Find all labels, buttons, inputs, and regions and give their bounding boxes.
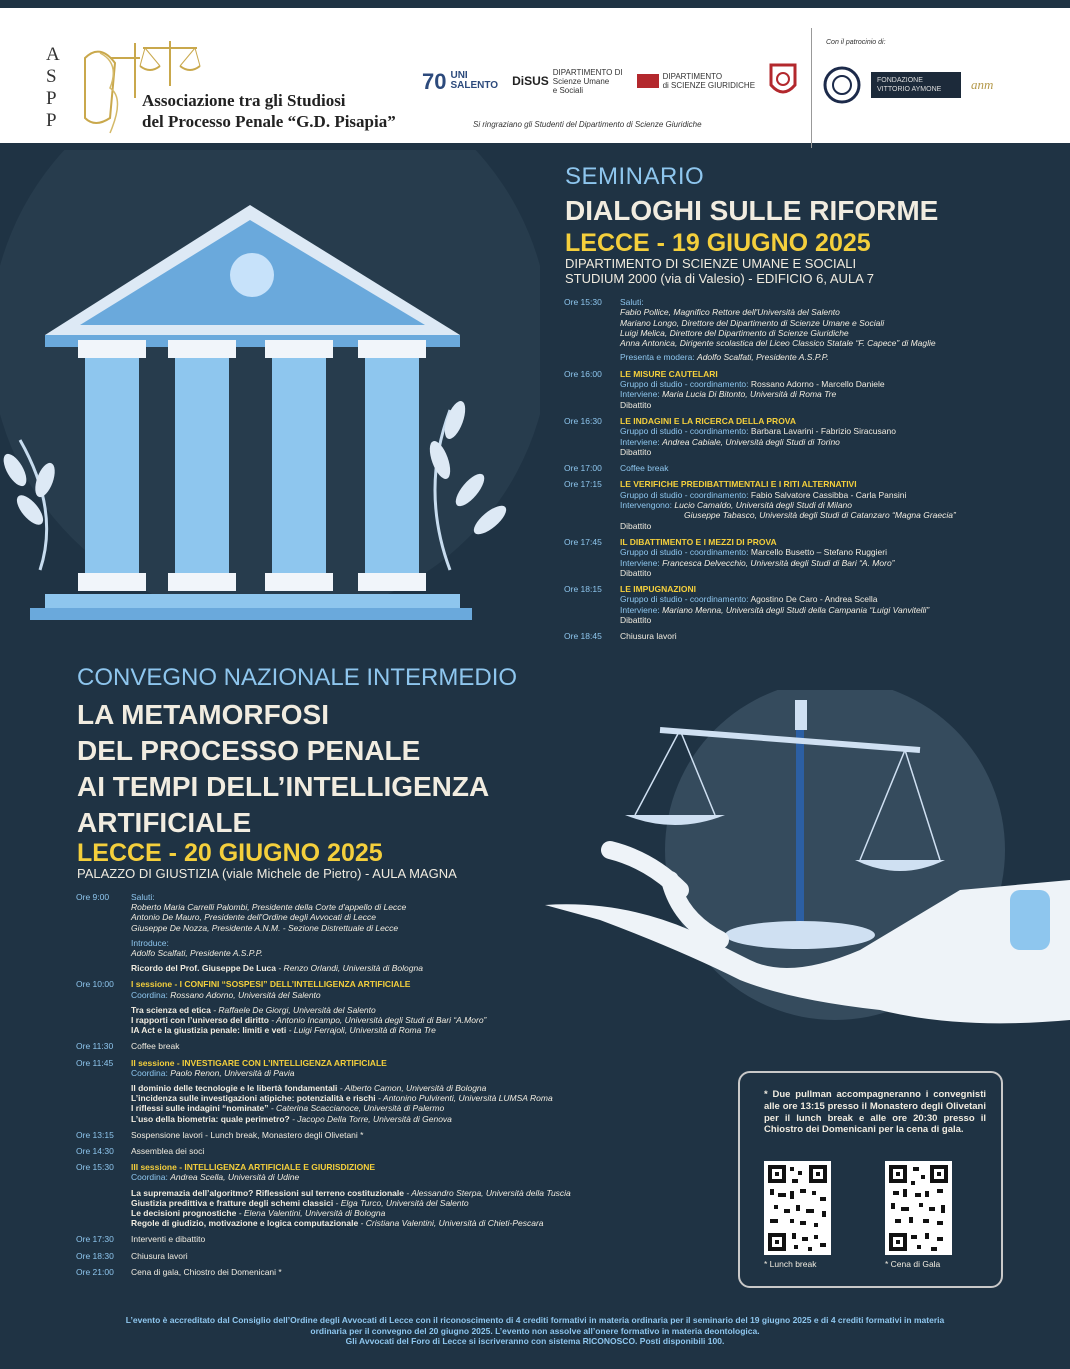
crest-logo-icon — [769, 63, 797, 99]
program-item: Ore 18:15 LE IMPUGNAZIONI Gruppo di studio - coordinamento: Agostino De Caro - Andrea Scella Interviene: Mariano Menna, Università degli Studi della Campania “Luigi Vanvitelli” Dibattito — [564, 584, 930, 626]
anm-logo: anm — [971, 77, 994, 92]
accreditation-footer: L’evento è accreditato dal Consiglio dell’Ordine degli Avvocati di Lecce con il riconoscimento di 4 crediti formativi in materia ordinaria per il seminario del 19 giugno 2025 e di 4 crediti formativi in materia ordinaria per il convegno del 20 giugno 2025. L’evento non assolve all’onere formativo in materia deontologica. Gli Avvocati del Foro di Lecce si iscriveranno con sistema RICONOSCO. Posti disponibili 100. — [125, 1315, 945, 1346]
round-seal-icon — [823, 66, 861, 104]
dsg-logo: DIPARTIMENTO di SCIENZE GIURIDICHE — [637, 72, 755, 90]
seminar-venue: DIPARTIMENTO DI SCIENZE UMANE E SOCIALI STUDIUM 2000 (via di Valesio) - EDIFICIO 6, AULA 7 — [565, 256, 874, 286]
program-item: Ore 13:15 Sospensione lavori - Lunch break, Monastero degli Olivetani * — [76, 1129, 364, 1140]
program-item: Ore 15:30 Saluti: Fabio Pollice, Magnifico Rettore dell'Università del Salento Mariano Longo, Direttore del Dipartimento di Scienze Umane e Sociali Luigi Melica, Direttore del Dipartimento di Scienze Giuridiche Anna Antonica, Dirigente scolastica del Liceo Classico Statale “F. Capece” di Maglie Presenta e modera: Adolfo Scalfati, Presidente A.S.P.P. — [564, 297, 936, 363]
program-item: Ore 17:30 Interventi e dibattito — [76, 1234, 206, 1245]
header-bar — [0, 0, 1070, 143]
seminar-program — [564, 297, 1024, 648]
unisalento-logo: 70 UNI SALENTO — [422, 68, 499, 94]
aspp-acronym: A S P P — [46, 44, 60, 131]
program-item: Ore 16:30 LE INDAGINI E LA RICERCA DELLA PROVA Gruppo di studio - coordinamento: Barbara Lavarini - Fabrizio Siracusano Interviene: Andrea Cabiale, Università degli Studi di Torino Dibattito — [564, 415, 896, 457]
fondazione-logo: FONDAZIONE VITTORIO AYMONE — [871, 72, 961, 98]
partner-logos — [422, 63, 797, 99]
convegno-date: LECCE - 20 GIUGNO 2025 — [77, 839, 383, 867]
program-item: Ore 15:30 III sessione - INTELLIGENZA ARTIFICIALE E GIURISDIZIONE Coordina: Andrea Scella, Università di Udine La supremazia dell’algoritmo? Riflessioni sul terreno costituzionale - Alessandro Sterpa, Università della Tuscia Giustizia predittiva e fratture degli schemi classici - Elga Turco, Università del Salento Le decisioni prognostiche - Elena Valentini, Università di Bologna Regole di giudizio, motivazione e logica computazionale - Cristiana Valentini, Università di Chieti-Pescara — [76, 1162, 571, 1229]
patrocinio-label: Con il patrocinio di: — [826, 39, 886, 46]
program-item: Ore 18:30 Chiusura lavori — [76, 1250, 188, 1261]
program-item: Ore 18:45 Chiusura lavori — [564, 631, 677, 642]
shuttle-info-text: * Due pullman accompagneranno i convegnisti alle ore 13:15 presso il Monastero degli Olivetani per il lunch break e alle ore 20:30 presso il Chiostro dei Domenicani per la cena di gala. — [764, 1089, 986, 1136]
qr-lunch-caption: * Lunch break — [764, 1259, 817, 1269]
header-divider — [811, 28, 812, 148]
program-item: Ore 21:00 Cena di gala, Chiostro dei Domenicani * — [76, 1266, 282, 1277]
convegno-label: CONVEGNO NAZIONALE INTERMEDIO — [77, 664, 518, 691]
program-item: Ore 17:45 IL DIBATTIMENTO E I MEZZI DI PROVA Gruppo di studio - coordinamento: Marcello Busetto – Stefano Ruggieri Interviene: Francesca Delvecchio, Università degli Studi di Bari “A. Moro” Dibattito — [564, 536, 895, 578]
program-item: Ore 11:30 Coffee break — [76, 1041, 180, 1052]
program-item: Ore 11:45 II sessione - INVESTIGARE CON L’INTELLIGENZA ARTIFICIALE Coordina: Paolo Renon, Università di Pavia Il dominio delle tecnologie e le libertà fondamentali - Alberto Camon, Università di Bologna L’incidenza sulle investigazioni atipiche: potenzialità e rischi - Antonino Pulvirenti, Università LUMSA Roma I riflessi sulle indagini “nominate” - Caterina Scaccianoce, Università di Palermo L’uso della biometria: quale perimetro? - Jacopo Della Torre, Università di Genova — [76, 1057, 553, 1124]
convegno-venue: PALAZZO DI GIUSTIZIA (viale Michele de Pietro) - AULA MAGNA — [77, 866, 457, 881]
shuttle-info-box — [738, 1071, 1003, 1288]
program-item: Ore 14:30 Assemblea dei soci — [76, 1146, 205, 1157]
program-item: Ore 17:15 LE VERIFICHE PREDIBATTIMENTALI E I RITI ALTERNATIVI Gruppo di studio - coordinamento: Fabio Salvatore Cassibba - Carla Pansini Intervengono: Lucio Camaldo, Università degli Studi di Milano Giuseppe Tabasco, Università degli Studi di Catanzaro “Magna Graecia” Dibattito — [564, 479, 956, 531]
program-item: Ore 16:00 LE MISURE CAUTELARI Gruppo di studio - coordinamento: Rossano Adorno - Marcello Daniele Interviene: Maria Lucia Di Bitonto, Università di Roma Tre Dibattito — [564, 368, 885, 410]
qr-code-lunch-icon[interactable] — [764, 1161, 831, 1255]
program-item: Ore 17:00 Coffee break — [564, 463, 669, 474]
thanks-note: Si ringraziano gli Studenti del Dipartimento di Scienze Giuridiche — [473, 120, 702, 129]
seminar-label: SEMINARIO — [565, 163, 705, 190]
seminar-title: DIALOGHI SULLE RIFORME — [565, 195, 939, 226]
scales-logo-icon — [135, 36, 205, 91]
seminar-date: LECCE - 19 GIUGNO 2025 — [565, 229, 871, 257]
program-item: Ore 9:00 Saluti: Roberto Maria Carrelli Palombi, Presidente della Corte d'appello di Lecce Antonio De Mauro, Presidente dell'Ordine degli Avvocati di Lecce Giuseppe De Nozza, Presidente A.N.M. - Sezione Distrettuale di Lecce Introduce: Adolfo Scalfati, Presidente A.S.P.P. Ricordo del Prof. Giuseppe De Luca - Renzo Orlandi, Università di Bologna — [76, 892, 423, 974]
convegno-title: LA METAMORFOSI DEL PROCESSO PENALE AI TEMPI DELL’INTELLIGENZA ARTIFICIALE — [77, 699, 490, 838]
qr-gala-caption: * Cena di Gala — [885, 1259, 941, 1269]
temple-illustration — [0, 150, 540, 630]
disus-logo: DiSUS DIPARTIMENTO DI Scienze Umane e Sociali — [512, 67, 623, 95]
association-name: Associazione tra gli Studiosi del Processo Penale “G.D. Pisapia” — [142, 91, 396, 131]
program-item: Ore 10:00 I sessione - I CONFINI “SOSPESI” DELL’INTELLIGENZA ARTIFICIALE Coordina: Rossano Adorno, Università del Salento Tra scienza ed etica - Raffaele De Giorgi, Università del Salento I rapporti con l’universo del diritto - Antonio Incampo, Università degli Studi di Bari “A.Moro” IA Act e la giustizia penale: limiti e veti - Luigi Ferrajoli, Università di Roma Tre — [76, 979, 487, 1036]
qr-code-gala-icon[interactable] — [885, 1161, 952, 1255]
patronage-logos — [823, 66, 993, 104]
convegno-program — [76, 892, 676, 1283]
